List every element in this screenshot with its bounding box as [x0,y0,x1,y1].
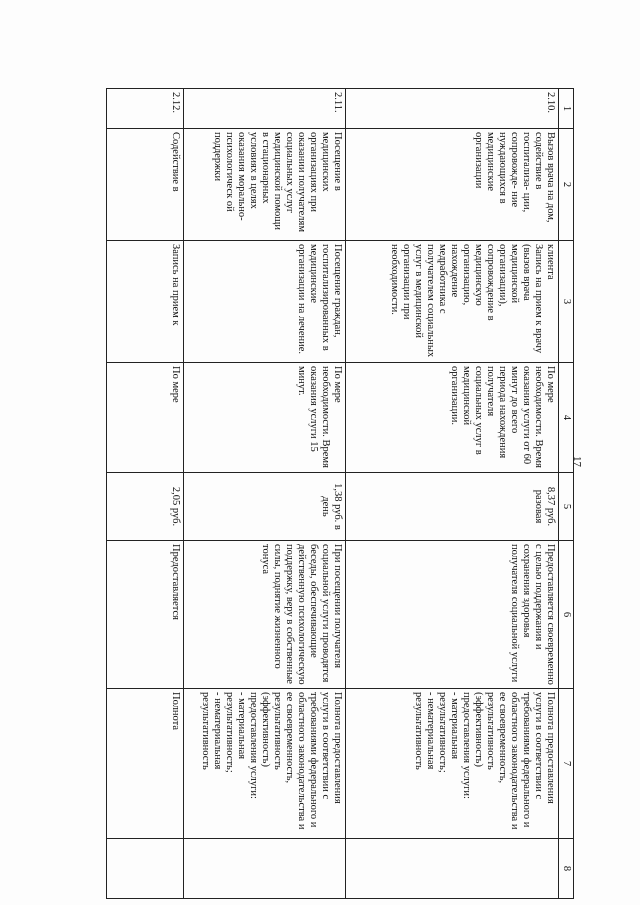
service-timing: По мере необходимости. Время оказания услуги от 60 минут до всего периода нахождения получателя социальных услуг в медицинской организации. [346,363,559,473]
row-number: 2.11. [184,89,346,129]
service-conditions: Предоставляется своевременно с целью поддержания и сохранения здоровья получателя социальной услуги [346,541,559,689]
service-indicators: Полнота предоставления услуги в соответствии с требованиями федерального и областного законодательства и ее своевременность, результативность (эффективность) предоставления услуги: - материальная результативность; - нематериальная результативность [184,689,346,839]
service-conditions: Предоставляется [107,541,184,689]
page-number: 17 [571,456,583,467]
service-name: Вызов врача на дом, содействие в госпитализа- ции, сопровожде- ние нуждающихся в медицинские организации [346,129,559,241]
column-header: 2 [559,129,574,241]
service-extra [107,839,184,899]
service-price: 8,37 руб. разовая [346,473,559,541]
service-price: 2,05 руб. [107,473,184,541]
table-row [107,89,184,899]
column-header: 3 [559,241,574,363]
row-number: 2.12. [107,89,184,129]
header-row [559,89,574,899]
services-table [106,88,574,899]
column-header: 7 [559,689,574,839]
service-conditions: При посещении получателя социальной услуги проводятся беседы, обеспечивающие действенную психологическую поддержку, веру в собственные силы, поднятие жизненного тонуса [184,541,346,689]
services-table-sheet [98,88,574,898]
service-name: Посещение в медицинских организациях при оказании получателям социальных услуг медицинской помощи в стационарных условиях в целях оказания морально- психологическ ой поддержки [184,129,346,241]
service-indicators: Полнота предоставления услуги в соответствии с требованиями федерального и областного законодательства и ее своевременность, результативность (эффективность) предоставления услуги: - материальная результативность; - нематериальная результативность [346,689,559,839]
service-description: клиента Запись на прием к врачу (вызов врача медицинской организации), сопровождение в медицинскую организацию, нахождение медработника с получателем социальных услуг в медицинской организации при необходимости. [346,241,559,363]
service-extra [184,839,346,899]
column-header: 5 [559,473,574,541]
service-description: Посещение граждан, госпитализированных в медицинские организации на лечение. [184,241,346,363]
service-extra [346,839,559,899]
column-header: 6 [559,541,574,689]
service-timing: По мере необходимости. Время оказания услуги 15 минут. [184,363,346,473]
service-timing: По мере [107,363,184,473]
row-number: 2.10. [346,89,559,129]
table-row [346,89,559,899]
service-description: Запись на прием к [107,241,184,363]
service-price: 1,38 руб. в день [184,473,346,541]
column-header: 1 [559,89,574,129]
service-name: Содействие в [107,129,184,241]
service-indicators: Полнота [107,689,184,839]
column-header: 8 [559,839,574,899]
table-row [184,89,346,899]
column-header: 4 [559,363,574,473]
